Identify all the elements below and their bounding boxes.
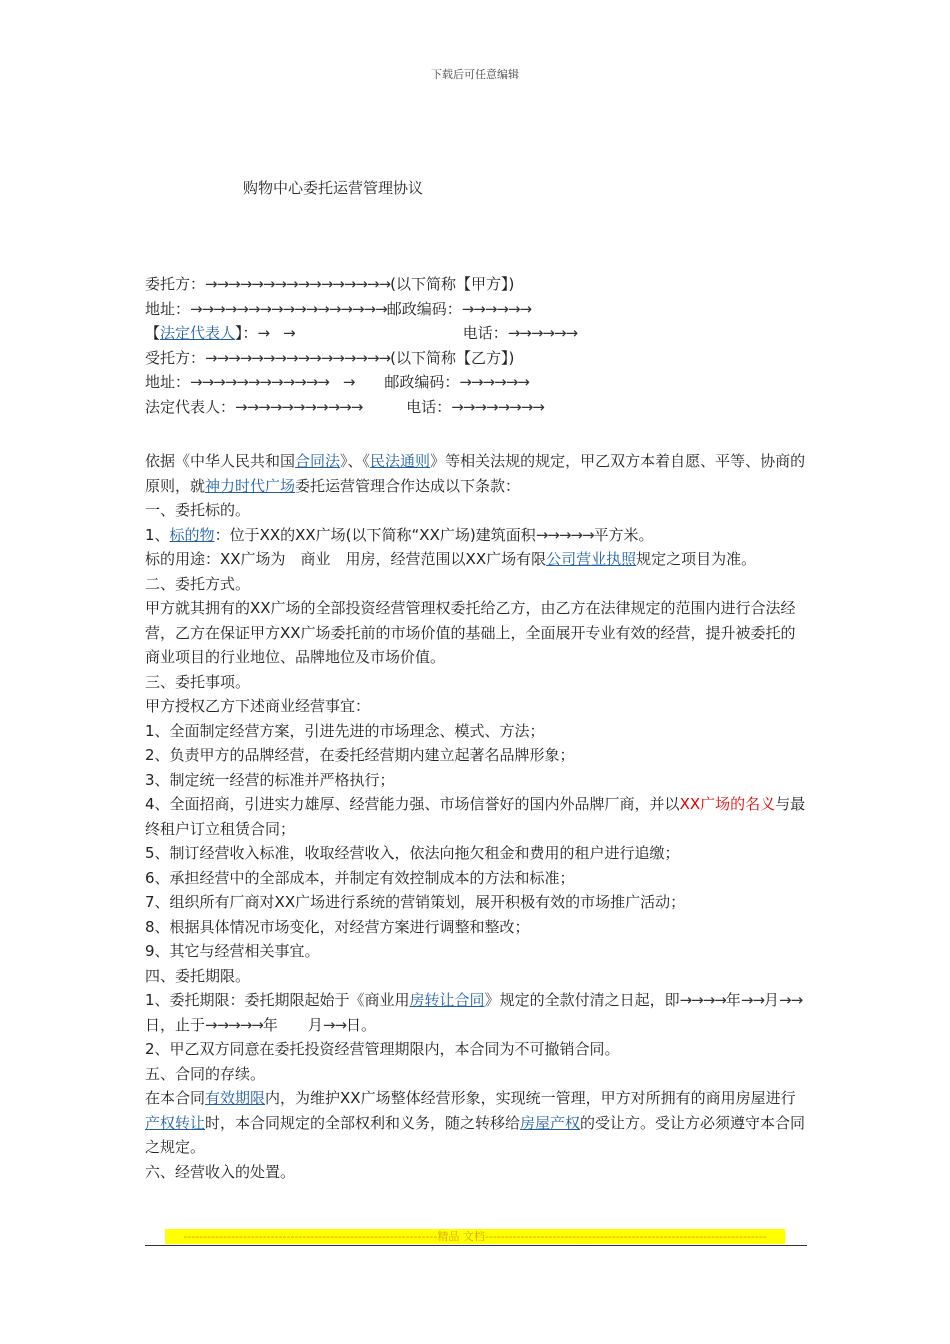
list-item: 4、全面招商，引进实力雄厚、经营能力强、市场信誉好的国内外品牌厂商，并以XX广场的名义与最终租户订立租赁合同；	[145, 795, 806, 838]
list-item: 6、承担经营中的全部成本，并制定有效控制成本的方法和标准；	[145, 868, 575, 887]
agent-address-line: 地址：→→→→→→→→→→→→ → 邮政编码：→→→→→→	[145, 373, 529, 391]
business-license-link[interactable]: 公司营业执照	[546, 550, 637, 568]
agent-line: 受托方：→→→→→→→→→→→→→→→→(以下简称【乙方】)	[145, 348, 515, 367]
plaza-name-link[interactable]: 神力时代广场	[205, 476, 296, 495]
list-item: 3、制定统一经营的标准并严格执行；	[145, 770, 395, 789]
agreement-body	[145, 449, 807, 1184]
legal-representative-link[interactable]: 法定代表人	[160, 324, 236, 342]
section-heading: 五、合同的存续。	[145, 1064, 266, 1083]
clause: 2、甲乙双方同意在委托投资经营管理期限内，本合同为不可撤销合同。	[145, 1040, 620, 1058]
header-note: 下载后可任意编辑	[431, 68, 519, 81]
contract-law-link[interactable]: 合同法	[295, 452, 341, 470]
footer-banner: ----------------------------------------------------------------精品 文档-----------------------------------------------------------------------	[165, 1229, 785, 1244]
clause: 在本合同有效期限内，为维护XX广场整体经营形象，实现统一管理，甲方对所拥有的商用房屋进行产权转让时，本合同规定的全部权利和义务，随之转移给房屋产权的受让方。受让方必须遵守本合同之规定。	[145, 1089, 806, 1156]
list-item: 9、其它与经营相关事宜。	[145, 942, 320, 960]
clause: 甲方授权乙方下述商业经营事宜：	[145, 697, 371, 715]
clause: 甲方就其拥有的XX广场的全部投资经营管理权委托给乙方，由乙方在法律规定的范围内进行合法经营，乙方在保证甲方XX广场委托前的市场价值的基础上，全面展开专业有效的经营，提升被委托的商业项目的行业地位、品牌地位及市场价值。	[145, 599, 796, 666]
clause: 1、标的物：位于XX的XX广场(以下简称“XX广场)建筑面积→→→→→平方米。	[145, 525, 654, 544]
list-item: 1、全面制定经营方案，引进先进的市场理念、模式、方法；	[145, 721, 545, 740]
list-item: 2、负责甲方的品牌经营，在委托经营期内建立起著名品牌形象；	[145, 746, 575, 764]
principal-line: 委托方：→→→→→→→→→→→→→→→→(以下简称【甲方】)	[145, 275, 515, 293]
section-heading: 一、委托标的。	[145, 501, 251, 519]
agent-representative-line: 法定代表人：→→→→→→→→→→→ 电话：→→→→→→→→	[145, 397, 544, 416]
section-heading: 六、经营收入的处置。	[145, 1162, 296, 1181]
footer-divider	[145, 1245, 807, 1246]
subject-matter-link[interactable]: 标的物	[169, 525, 215, 544]
preamble-paragraph: 依据《中华人民共和国合同法》、《民法通则》等相关法规的规定，甲乙双方本着自愿、平等、协商的原则，就神力时代广场委托运营管理合作达成以下条款：	[145, 452, 806, 495]
document-title: 购物中心委托运营管理协议	[243, 179, 424, 197]
list-item: 8、根据具体情况市场变化，对经营方案进行调整和整改；	[145, 917, 530, 936]
section-heading: 二、委托方式。	[145, 574, 251, 593]
principal-representative-line: 【法定代表人】：→ → 电话：→→→→→→	[145, 324, 578, 342]
clause: 1、委托期限：委托期限起始于《商业用房转让合同》规定的全款付清之日起，即→→→→年→→月→→日，止于→→→→→年 月→→日。	[145, 991, 803, 1034]
section-heading: 四、委托期限。	[145, 966, 251, 985]
property-rights-link[interactable]: 房屋产权	[520, 1113, 581, 1132]
principal-address-line: 地址：→→→→→→→→→→→→→→→→→邮政编码：→→→→→→	[145, 299, 532, 318]
party-info	[145, 272, 807, 419]
clause: 标的用途：XX广场为 商业 用房，经营范围以XX广场有限公司营业执照规定之项目为准。	[145, 550, 757, 568]
transfer-contract-link[interactable]: 房转让合同	[409, 991, 485, 1009]
highlighted-name: XX广场的名义	[679, 795, 776, 813]
section-heading: 三、委托事项。	[145, 672, 251, 691]
civil-law-link[interactable]: 民法通则	[370, 452, 431, 470]
list-item: 7、组织所有厂商对XX广场进行系统的营销策划，展开积极有效的市场推广活动；	[145, 893, 686, 911]
validity-period-link[interactable]: 有效期限	[205, 1089, 266, 1107]
property-transfer-link[interactable]: 产权转让	[145, 1113, 206, 1132]
list-item: 5、制订经营收入标准，收取经营收入，依法向拖欠租金和费用的租户进行追缴；	[145, 844, 680, 862]
